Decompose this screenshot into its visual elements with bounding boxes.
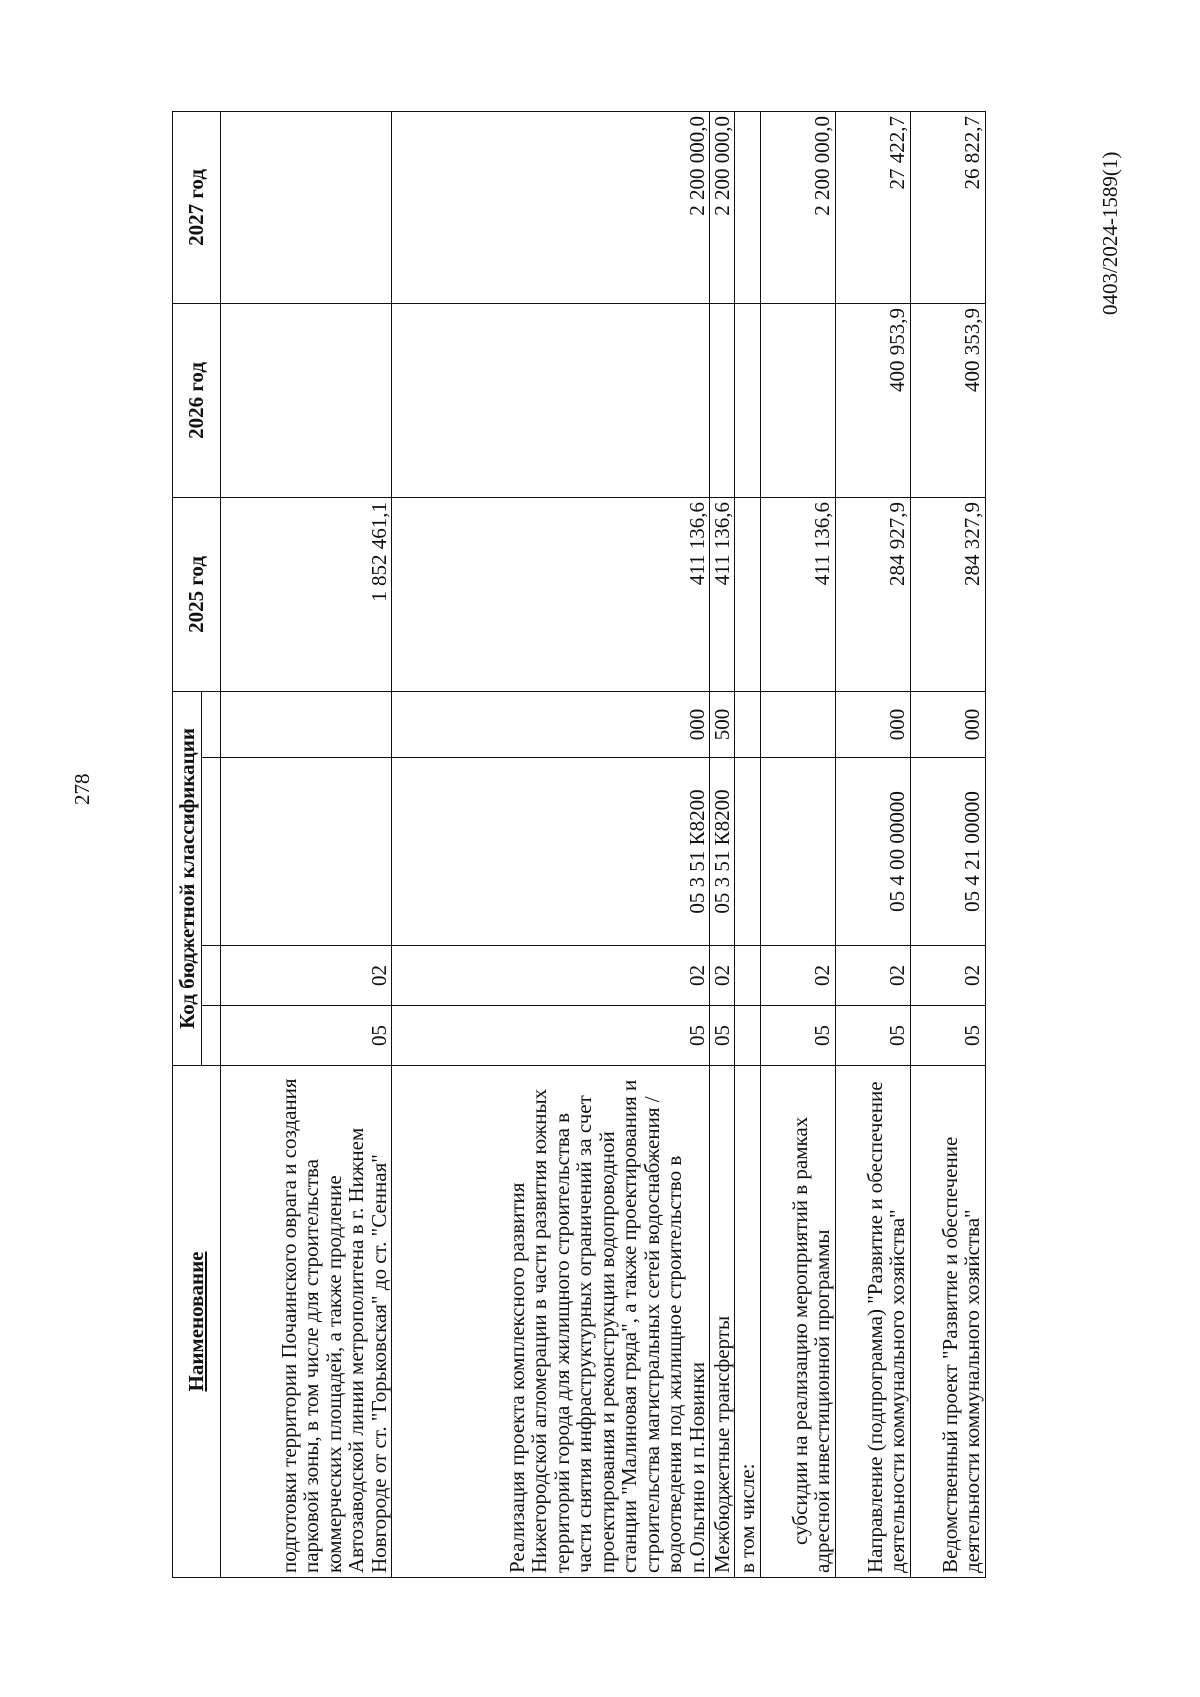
row-name — [760, 1066, 835, 1578]
header-2027: 2027 год — [173, 111, 221, 303]
row-2026: 400 353,9 — [910, 303, 985, 497]
row-name-text: субсидии на реализацию мероприятий в рамках адресной инвестиционной программы — [788, 1116, 835, 1573]
budget-table-rotated-container — [172, 112, 1042, 1578]
row-2025: 284 927,9 — [835, 497, 910, 691]
row-code-target — [760, 758, 835, 946]
row-name: в том числе: — [735, 1066, 760, 1578]
row-code-expense: 000 — [910, 691, 985, 757]
row-2025 — [735, 497, 760, 691]
row-code-expense — [735, 691, 760, 757]
subheader-subsection — [202, 946, 221, 1006]
row-code-expense — [760, 691, 835, 757]
row-2027 — [735, 111, 760, 303]
row-code-expense — [221, 691, 392, 757]
row-2025: 411 136,6 — [760, 497, 835, 691]
row-2025: 411 136,6 — [710, 497, 735, 691]
row-2027: 26 822,7 — [910, 111, 985, 303]
row-code-target: 05 3 51 К8200 — [710, 758, 735, 946]
row-2027: 2 200 000,0 — [710, 111, 735, 303]
subheader-section — [202, 1006, 221, 1066]
row-code-expense: 000 — [835, 691, 910, 757]
row-code-section: 05 — [392, 1006, 710, 1066]
row-code-section: 05 — [760, 1006, 835, 1066]
row-code-section: 05 — [710, 1006, 735, 1066]
budget-table — [172, 111, 986, 1578]
table-row — [221, 111, 392, 1577]
row-name: подготовки территории Почаинского оврага и создания парковой зоны, в том числе для строительства коммерческих площадей, а также продление Автозаводской линии метрополитена в г. Нижнем Новгороде от ст. "Горьковская" до ст. "Сенная" — [221, 1066, 392, 1578]
row-code-expense: 500 — [710, 691, 735, 757]
table-row — [835, 111, 910, 1577]
row-code-subsection: 02 — [760, 946, 835, 1006]
row-name: Направление (подпрограмма) "Развитие и обеспечение деятельности коммунального хозяйства" — [835, 1066, 910, 1578]
subheader-expense — [202, 691, 221, 757]
row-2026 — [221, 303, 392, 497]
row-code-expense: 000 — [392, 691, 710, 757]
table-header-row — [173, 111, 202, 1577]
row-2025: 1 852 461,1 — [221, 497, 392, 691]
row-name: Реализация проекта комплексного развития Нижегородской агломерации в части развития южных территорий города для жилищного строительства в части снятия инфраструктурных ограничений за счет проектирования и реконструкции водопроводной станции "Малиновая гряда", а также проектирования и строительства магистральных сетей водоснабжения / водоотведения под жилищное строительство в п.Ольгино и п.Новинки — [392, 1066, 710, 1578]
row-code-target — [735, 758, 760, 946]
row-code-subsection — [735, 946, 760, 1006]
row-2026 — [710, 303, 735, 497]
row-code-section: 05 — [910, 1006, 985, 1066]
header-code-group: Код бюджетной классификации — [173, 691, 202, 1065]
table-row — [735, 111, 760, 1577]
document-code: 0403/2024-1589(1) — [1098, 151, 1122, 315]
row-code-subsection: 02 — [910, 946, 985, 1006]
page-number: 278 — [70, 773, 94, 805]
row-code-section: 05 — [221, 1006, 392, 1066]
row-2025: 284 327,9 — [910, 497, 985, 691]
row-code-section — [735, 1006, 760, 1066]
row-code-subsection: 02 — [710, 946, 735, 1006]
row-code-subsection: 02 — [835, 946, 910, 1006]
row-2026: 400 953,9 — [835, 303, 910, 497]
header-2026: 2026 год — [173, 303, 221, 497]
table-row — [760, 111, 835, 1577]
row-2027: 2 200 000,0 — [760, 111, 835, 303]
subheader-target — [202, 758, 221, 946]
table-row — [910, 111, 985, 1577]
row-2027: 27 422,7 — [835, 111, 910, 303]
row-2027: 2 200 000,0 — [392, 111, 710, 303]
row-code-target — [221, 758, 392, 946]
row-2027 — [221, 111, 392, 303]
row-code-target: 05 4 21 00000 — [910, 758, 985, 946]
row-code-subsection: 02 — [221, 946, 392, 1006]
row-code-target: 05 3 51 К8200 — [392, 758, 710, 946]
row-name: Ведомственный проект "Развитие и обеспечение деятельности коммунального хозяйства" — [910, 1066, 985, 1578]
table-row — [710, 111, 735, 1577]
row-2026 — [760, 303, 835, 497]
row-name: Межбюджетные трансферты — [710, 1066, 735, 1578]
header-2025: 2025 год — [173, 497, 221, 691]
row-2025: 411 136,6 — [392, 497, 710, 691]
row-code-section: 05 — [835, 1006, 910, 1066]
row-code-target: 05 4 00 00000 — [835, 758, 910, 946]
header-name: Наименование — [173, 1066, 221, 1578]
table-row — [392, 111, 710, 1577]
row-code-subsection: 02 — [392, 946, 710, 1006]
row-2026 — [735, 303, 760, 497]
row-2026 — [392, 303, 710, 497]
